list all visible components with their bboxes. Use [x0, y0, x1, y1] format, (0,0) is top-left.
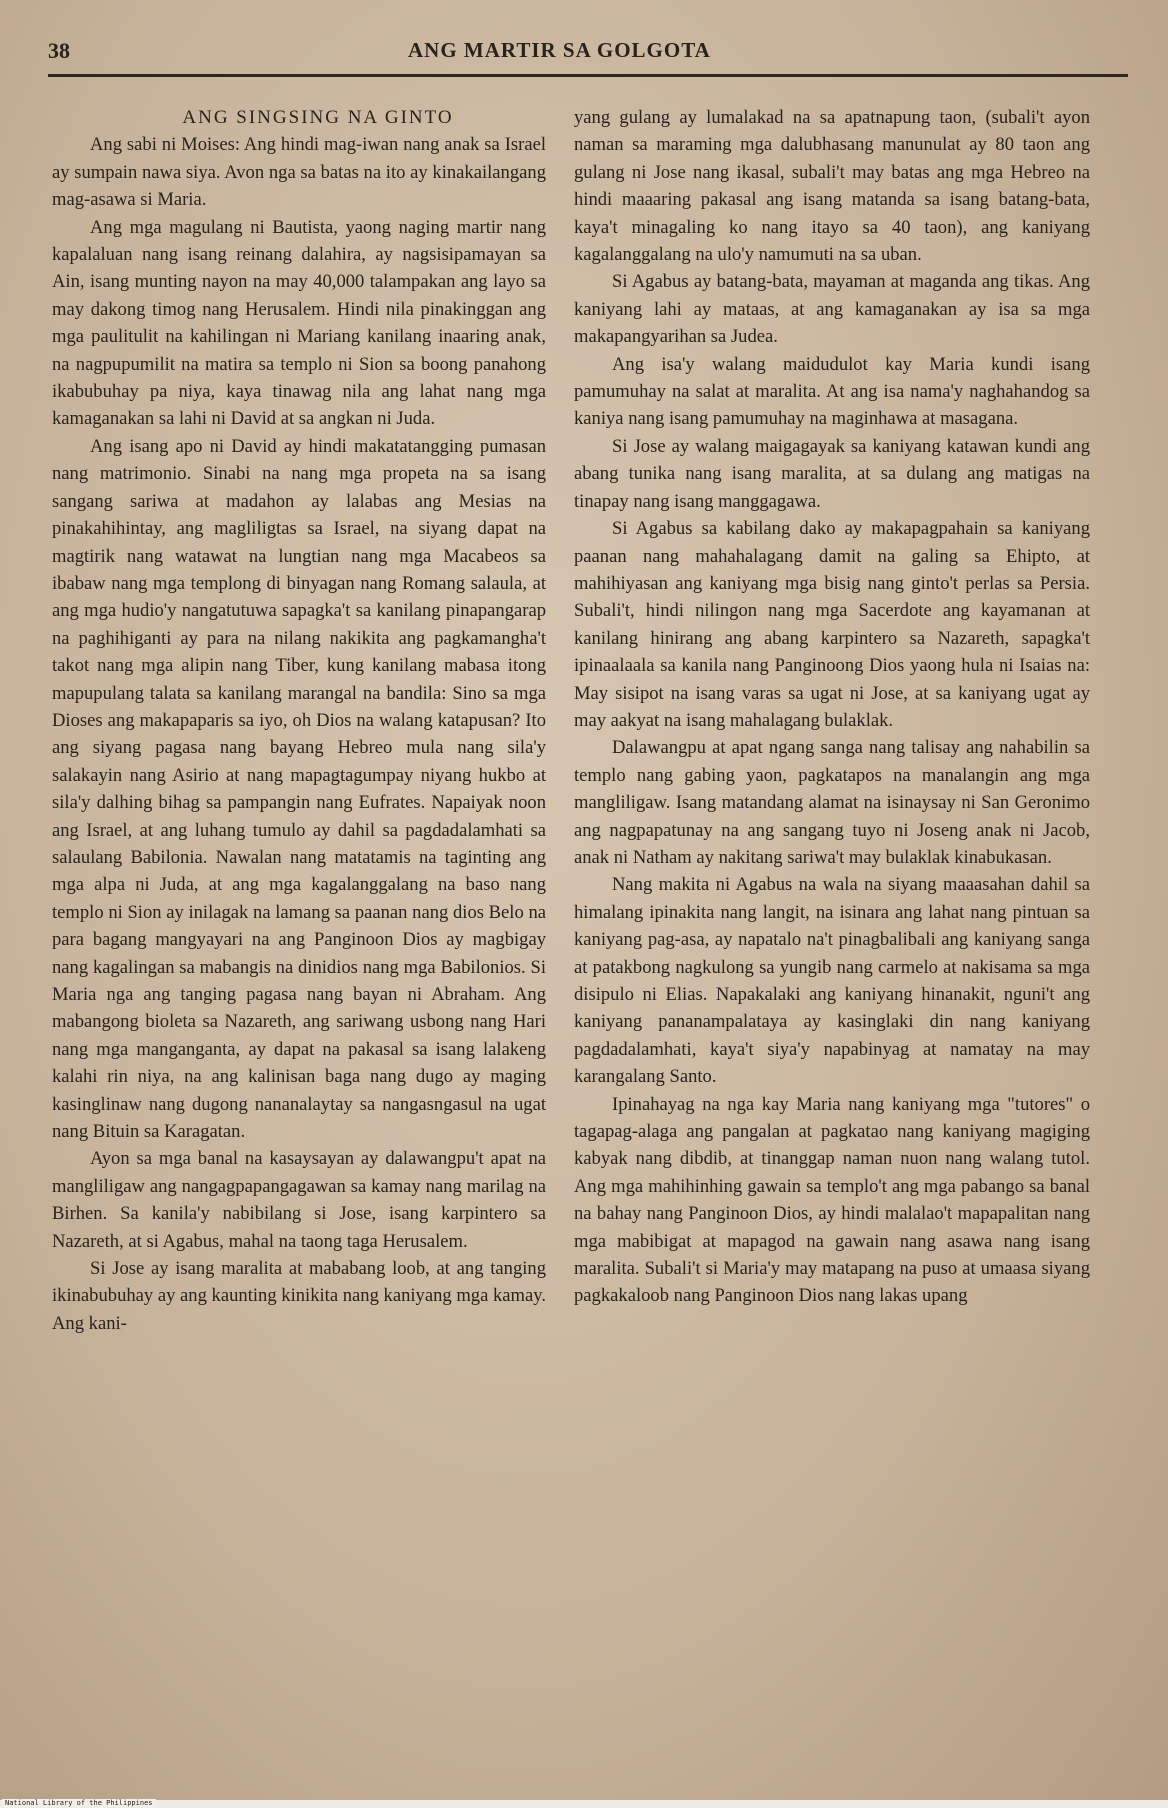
paragraph: Ang sabi ni Moises: Ang hindi mag-iwan nang anak sa Israel ay sumpain nawa siya. Avon nga sa batas na ito ay kinakailangang mag-asawa si Maria. [52, 134, 546, 211]
header-rule [48, 74, 1128, 77]
paragraph: Si Agabus ay batang-bata, mayaman at maganda ang tikas. Ang kaniyang lahi ay mataas, at ang kamaganakan ay isa sa mga makapangyarihan sa Judea. [574, 271, 1090, 348]
running-title: ANG MARTIR SA GOLGOTA [408, 38, 711, 62]
paragraph: Si Agabus sa kabilang dako ay makapagpahain sa kaniyang paanan nang mahahalagang damit na galing sa Ehipto, at mahihiyasan ang kaniyang mga bisig nang ginto't perlas sa Persia. Subali't, hindi nilingon nang mga Sacerdote ang kayamanan at kanilang hinirang ang abang karpintero sa Nazareth, sapagka't ipinaalaala sa kanila nang Panginoong Dios yaong hula ni Isaias na: May sisipot na isang varas sa ugat ni Jose, at sa kaniyang ugat ay may aakyat na isang mahalagang bulaklak. [574, 518, 1090, 731]
section-title: ANG SINGSING NA GINTO [182, 107, 454, 128]
paragraph: Ipinahayag na nga kay Maria nang kaniyang mga "tutores" o tagapag-alaga ang pangalan at pagkatao nang kaniyang magiging kabyak nang dibdib, at tinanggap naman nuon nang walang tutol. Ang mga mahihinhing gawain sa templo't ang mga pabango sa banal na bahay nang Panginoon Dios, ay hindi malalao't mapapalitan nang mga mabibigat at mapagod na gawain nang asawa nang isang maralita. Subali't si Maria'y may matapang na puso at umaasa siyang pagkakaloob nang Panginoon Dios nang lakas upang [574, 1093, 1090, 1307]
paragraph: Ang isang apo ni David ay hindi makatatangging pumasan nang matrimonio. Sinabi na nang mga propeta na sa isang sangang sariwa at madahon ay lalabas ang Mesias na pinakahihintay, ang magliligtas sa Israel, na siyang dapat na magtirik nang watawat na lungtian nang mga Macabeos sa ibabaw nang mga templong di binyagan nang Romang salaula, at ang mga hudio'y nangatutuwa sapagka't sa kanilang pinapangarap na paghihiganti ay para na nilang nakikita ang pagkamangha't takot nang mga alipin nang Tiber, kung kanilang mabasa itong mapupulang talata sa kanilang marangal na bandila: Sino sa mga Dioses ang makapaparis sa iyo, oh Dios na walang katapusan? Ito ang siyang pagasa nang bayang Hebreo mula nang sila'y salakayin nang Asirio at nang mapagtagumpay niyang hukbo at sila'y dalhing bihag sa pampangin nang Eufrates. Napaiyak noon ang Israel, at ang luhang tumulo ay dahil sa pagdadalamhati sa salaulang Babilonia. Nawalan nang matatamis na taginting ang mga alpa ni Juda, at ang mga kagalanggalang na baso nang templo ni Sion ay inilagak na lamang sa paanan nang dios Belo na para bagang mangyayari na ang Panginoon Dios ay magbigay nang kagalingan sa mabangis na dinidios nang mga Babilonios. Si Maria nga ang tanging pagasa nang bayan ni Abraham. Ang mabangong bioleta sa Nazareth, ang sariwang usbong nang Hari nang mga manganganta, ay dapat na pakasal sa isang lalakeng kalahi rin niya, na ang kalinisan baga nang dugo ay maging kasinglinaw nang dugong nananalaytay sa nangasngasul na ugat nang Bituin sa Karagatan. [52, 435, 546, 1143]
scan-credit: National Library of the Philippines [2, 1799, 156, 1807]
paragraph: Ayon sa mga banal na kasaysayan ay dalawangpu't apat na mangliligaw ang nangagpapangagawan sa kamay nang marilag na Birhen. Sa kanila'y nabibilang si Jose, isang karpintero sa Nazareth, at si Agabus, mahal na taong taga Herusalem. [52, 1148, 546, 1252]
paragraph: Si Jose ay isang maralita at mababang loob, at ang tanging ikinabubuhay ay ang kaunting kinikita nang kaniyang mga kamay. Ang kani- [52, 1258, 546, 1334]
paragraph: Ang isa'y walang maidudulot kay Maria kundi isang pamumuhay na salat at maralita. At ang isa nama'y naghahandog sa kaniya nang isang pamumuhay na maginhawa at masagana. [574, 353, 1090, 430]
page-header [48, 38, 1108, 72]
paragraph: Si Jose ay walang maigagayak sa kaniyang katawan kundi ang abang tunika nang isang maralita, at sa dulang ang matigas na tinapay nang isang manggagawa. [574, 435, 1090, 512]
paragraph: Dalawangpu at apat ngang sanga nang talisay ang nahabilin sa templo nang gabing yaon, pagkatapos na manalangin ang mga mangliligaw. Isang matandang alamat na isinaysay ni San Geronimo ang nagpapatunay na ang sangang tuyo ni Joseng anak ni Jacob, anak ni Natham ay nakitang sariwa't may bulaklak kinabukasan. [574, 737, 1090, 868]
paragraph: Nang makita ni Agabus na wala na siyang maaasahan dahil sa himalang ipinakita nang langit, na isinara ang lahat nang pintuan sa kaniyang pag-asa, ay napatalo na't pinagbalibali ang kaniyang sanga at patakbong nagkulong sa yungib nang carmelo at nakisama sa mga disipulo ni Elias. Napakalaki ang kaniyang hinanakit, nguni't ang kaniyang pananampalataya ay kasinglaki din nang kaniyang pagdadalamhati, kaya't siya'y napabinyag at namatay na may karangalang Santo. [574, 874, 1090, 1088]
scan-bottom-strip [0, 1800, 1168, 1808]
page-number: 38 [48, 38, 70, 63]
paragraph: yang gulang ay lumalakad na sa apatnapung taon, (subali't ayon naman sa maraming mga dalubhasang manunulat ay 80 taon ang gulang ni Jose nang ikasal, subali't may batas ang mga Hebreo na hindi maaaring pakasal ang isang matanda sa isang batang-bata, kaya't minagaling ko nang itayo sa 40 taon), ang kaniyang kagalanggalang na ulo'y namumuti na sa uban. [574, 107, 1090, 266]
paragraph: Ang mga magulang ni Bautista, yaong naging martir nang kapalaluan nang isang reinang dalahira, ay nagsisipamayan sa Ain, isang munting nayon na may 40,000 talampakan ang layo sa may dakong timog nang Herusalem. Hindi nila pinakinggan ang mga paulitulit na kahilingan ni Mariang kanilang inaaring anak, na nagpupumilit na matira sa templo ni Sion sa boong panahong ikabubuhay pa niya, kaya tinawag nila ang lahat nang mga kamaganakan sa lahi ni David at sa angkan ni Juda. [52, 216, 546, 430]
right-column [574, 104, 1090, 1310]
left-column [52, 104, 546, 1337]
